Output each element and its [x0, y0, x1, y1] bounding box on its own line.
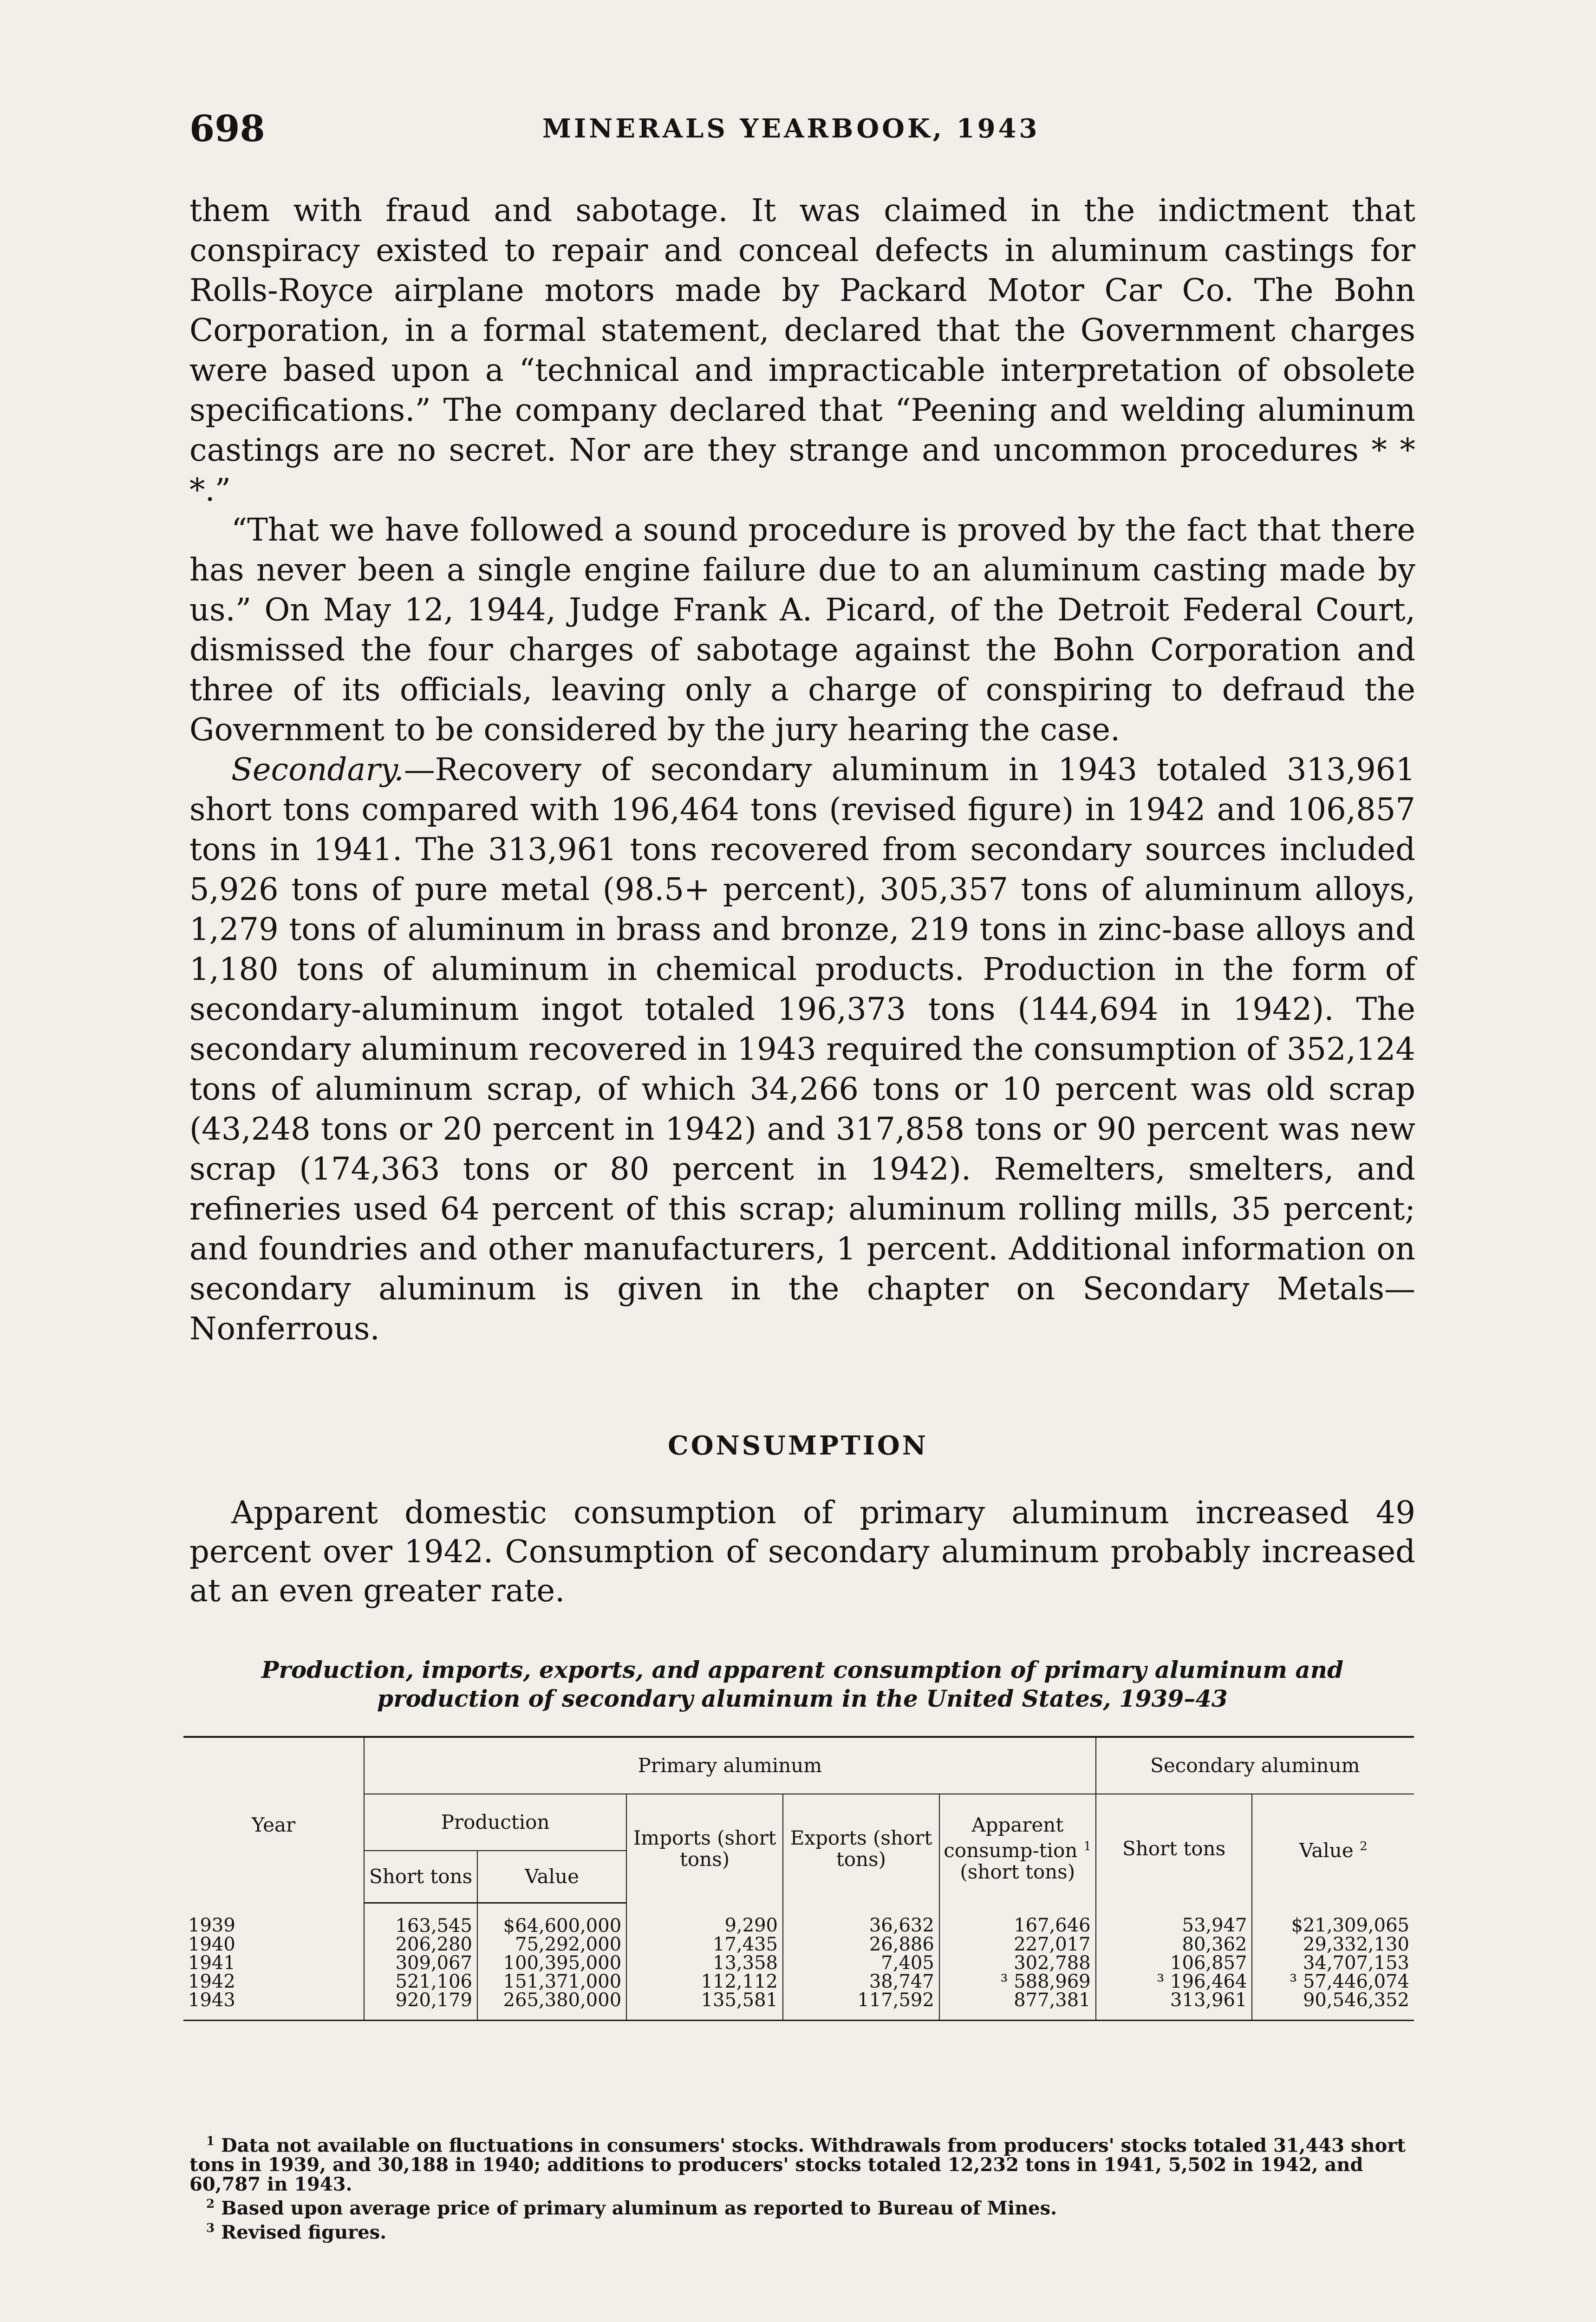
header-apparent-text: Apparent consump-tion [944, 1813, 1078, 1862]
table-row [183, 1954, 1414, 1972]
cell-exports: 7,405 [783, 1954, 939, 1972]
cell-apparent: ³ 588,969 [939, 1972, 1096, 1991]
cell-prod-tons: 309,067 [364, 1954, 477, 1972]
cell-sec-tons: ³ 196,464 [1096, 1972, 1252, 1991]
cell-prod-value: $64,600,000 [477, 1903, 626, 1936]
cell-sec-tons: 53,947 [1096, 1903, 1252, 1936]
body-text [189, 190, 1415, 1349]
header-apparent [939, 1794, 1096, 1903]
header-sec-value [1252, 1794, 1414, 1903]
cell-apparent: 302,788 [939, 1954, 1096, 1972]
section-heading: CONSUMPTION [668, 1430, 928, 1461]
header-prod-value: Value [477, 1851, 626, 1903]
table-row [183, 1991, 1414, 2021]
header-sec-value-text: Value [1299, 1839, 1354, 1862]
cell-sec-tons: 106,857 [1096, 1954, 1252, 1972]
cell-sec-value: 90,546,352 [1252, 1991, 1414, 2021]
cell-exports: 117,592 [783, 1991, 939, 2021]
aluminum-table [183, 1736, 1414, 2021]
cell-prod-tons: 521,106 [364, 1972, 477, 1991]
table-caption: Production, imports, exports, and apparent consumption of primary aluminum and production of secondary aluminum in the United States, 1939–43 [261, 1656, 1344, 1712]
footnote-1-text: Data not available on fluctuations in consumers' stocks. Withdrawals from producers' stocks totaled 31,443 short tons in 1939, and 30,188 in 1940; additions to producers' stocks totaled 12,232 tons in 1941, 5,502 in 1942, and 60,787 in 1943. [189, 2134, 1406, 2196]
cell-sec-value: $21,309,065 [1252, 1903, 1414, 1936]
cell-apparent: 877,381 [939, 1991, 1096, 2021]
header-prod-short-tons: Short tons [364, 1851, 477, 1903]
header-imports: Imports (short tons) [626, 1794, 783, 1903]
data-table [183, 1736, 1414, 2021]
footnotes [189, 2132, 1420, 2242]
cell-exports: 38,747 [783, 1972, 939, 1991]
header-production: Production [364, 1794, 626, 1851]
page-header [189, 108, 1401, 154]
consumption-text [189, 1493, 1415, 1610]
cell-prod-value: 265,380,000 [477, 1991, 626, 2021]
run-in-heading: Secondary. [231, 751, 404, 788]
running-head: MINERALS YEARBOOK, 1943 [542, 113, 1040, 144]
cell-sec-tons: 80,362 [1096, 1935, 1252, 1954]
cell-sec-value: 34,707,153 [1252, 1954, 1414, 1972]
paragraph-1: them with fraud and sabotage. It was claimed in the indictment that conspiracy existed to repair and conceal defects in aluminum castings for Rolls-Royce airplane motors made by Packard Motor Car Co. The Bohn Corporation, in a formal statement, declared that the Government charges were based upon a “technical and impracticable interpretation of obsolete specifications.” The company declared that “Peening and welding aluminum castings are no secret. Nor are they strange and uncommon procedures * * *.” [189, 192, 1415, 508]
footnote-2-text: Based upon average price of primary aluminum as reported to Bureau of Mines. [221, 2197, 1057, 2219]
cell-apparent: 227,017 [939, 1935, 1096, 1954]
consumption-paragraph: Apparent domestic consumption of primary aluminum increased 49 percent over 1942. Consumption of secondary aluminum probably increased at an even greater rate. [189, 1494, 1415, 1609]
cell-year: 1940 [188, 1934, 235, 1955]
cell-apparent: 167,646 [939, 1903, 1096, 1936]
footnote-2-mark: 2 [206, 2197, 215, 2211]
cell-year: 1939 [188, 1915, 235, 1937]
cell-prod-value: 75,292,000 [477, 1935, 626, 1954]
cell-sec-value: ³ 57,446,074 [1252, 1972, 1414, 1991]
footnote-ref-1: 1 [1083, 1839, 1092, 1854]
cell-prod-tons: 206,280 [364, 1935, 477, 1954]
footnote-3-mark: 3 [206, 2221, 215, 2235]
cell-prod-value: 151,371,000 [477, 1972, 626, 1991]
cell-exports: 36,632 [783, 1903, 939, 1936]
cell-imports: 112,112 [626, 1972, 783, 1991]
footnote-3-text: Revised figures. [221, 2221, 387, 2243]
cell-sec-value: 29,332,130 [1252, 1935, 1414, 1954]
cell-exports: 26,886 [783, 1935, 939, 1954]
header-secondary: Secondary aluminum [1096, 1737, 1414, 1794]
table-row [183, 1935, 1414, 1954]
header-primary: Primary aluminum [364, 1737, 1096, 1794]
cell-prod-tons: 920,179 [364, 1991, 477, 2021]
footnote-3 [189, 2218, 1420, 2242]
table-row [183, 1972, 1414, 1991]
header-year: Year [183, 1737, 364, 1903]
paragraph-2: “That we have followed a sound procedure is proved by the fact that there has never been a single engine failure due to an aluminum casting made by us.” On May 12, 1944, Judge Frank A. Picard, of the Detroit Federal Court, dismissed the four charges of sabotage against the Bohn Corporation and three of its officials, leaving only a charge of conspiring to defraud the Government to be considered by the jury hearing the case. [189, 512, 1415, 748]
cell-prod-value: 100,395,000 [477, 1954, 626, 1972]
header-apparent-unit: (short tons) [960, 1860, 1075, 1884]
footnote-1 [189, 2132, 1420, 2194]
header-exports: Exports (short tons) [783, 1794, 939, 1903]
header-sec-short-tons: Short tons [1096, 1794, 1252, 1903]
cell-year: 1941 [188, 1952, 235, 1974]
cell-year: 1942 [188, 1971, 235, 1992]
table-row [183, 1903, 1414, 1936]
footnote-1-mark: 1 [206, 2134, 215, 2148]
footnote-2 [189, 2194, 1420, 2218]
cell-sec-tons: 313,961 [1096, 1991, 1252, 2021]
footnote-ref-2: 2 [1360, 1839, 1368, 1854]
cell-year: 1943 [183, 1991, 364, 2021]
paragraph-3-text: —Recovery of secondary aluminum in 1943 totaled 313,961 short tons compared with 196,464 tons (revised figure) in 1942 and 106,857 tons in 1941. The 313,961 tons recovered from secondary sources included 5,926 tons of pure metal (98.5+ percent), 305,357 tons of aluminum alloys, 1,279 tons of aluminum in brass and bronze, 219 tons in zinc-base alloys and 1,180 tons of aluminum in chemical products. Production in the form of secondary-aluminum ingot totaled 196,373 tons (144,694 in 1942). The secondary aluminum recovered in 1943 required the consumption of 352,124 tons of aluminum scrap, of which 34,266 tons or 10 percent was old scrap (43,248 tons or 20 percent in 1942) and 317,858 tons or 90 percent was new scrap (174,363 tons or 80 percent in 1942). Remelters, smelters, and refineries used 64 percent of this scrap; aluminum rolling mills, 35 percent; and foundries and other manufacturers, 1 percent. Additional information on secondary aluminum is given in the chapter on Secondary Metals—Nonferrous. [189, 751, 1415, 1347]
cell-prod-tons: 163,545 [364, 1903, 477, 1936]
page-number: 698 [189, 108, 265, 150]
cell-imports: 13,358 [626, 1954, 783, 1972]
cell-imports: 17,435 [626, 1935, 783, 1954]
cell-imports: 9,290 [626, 1903, 783, 1936]
paragraph-3 [189, 750, 1415, 1349]
cell-imports: 135,581 [626, 1991, 783, 2021]
